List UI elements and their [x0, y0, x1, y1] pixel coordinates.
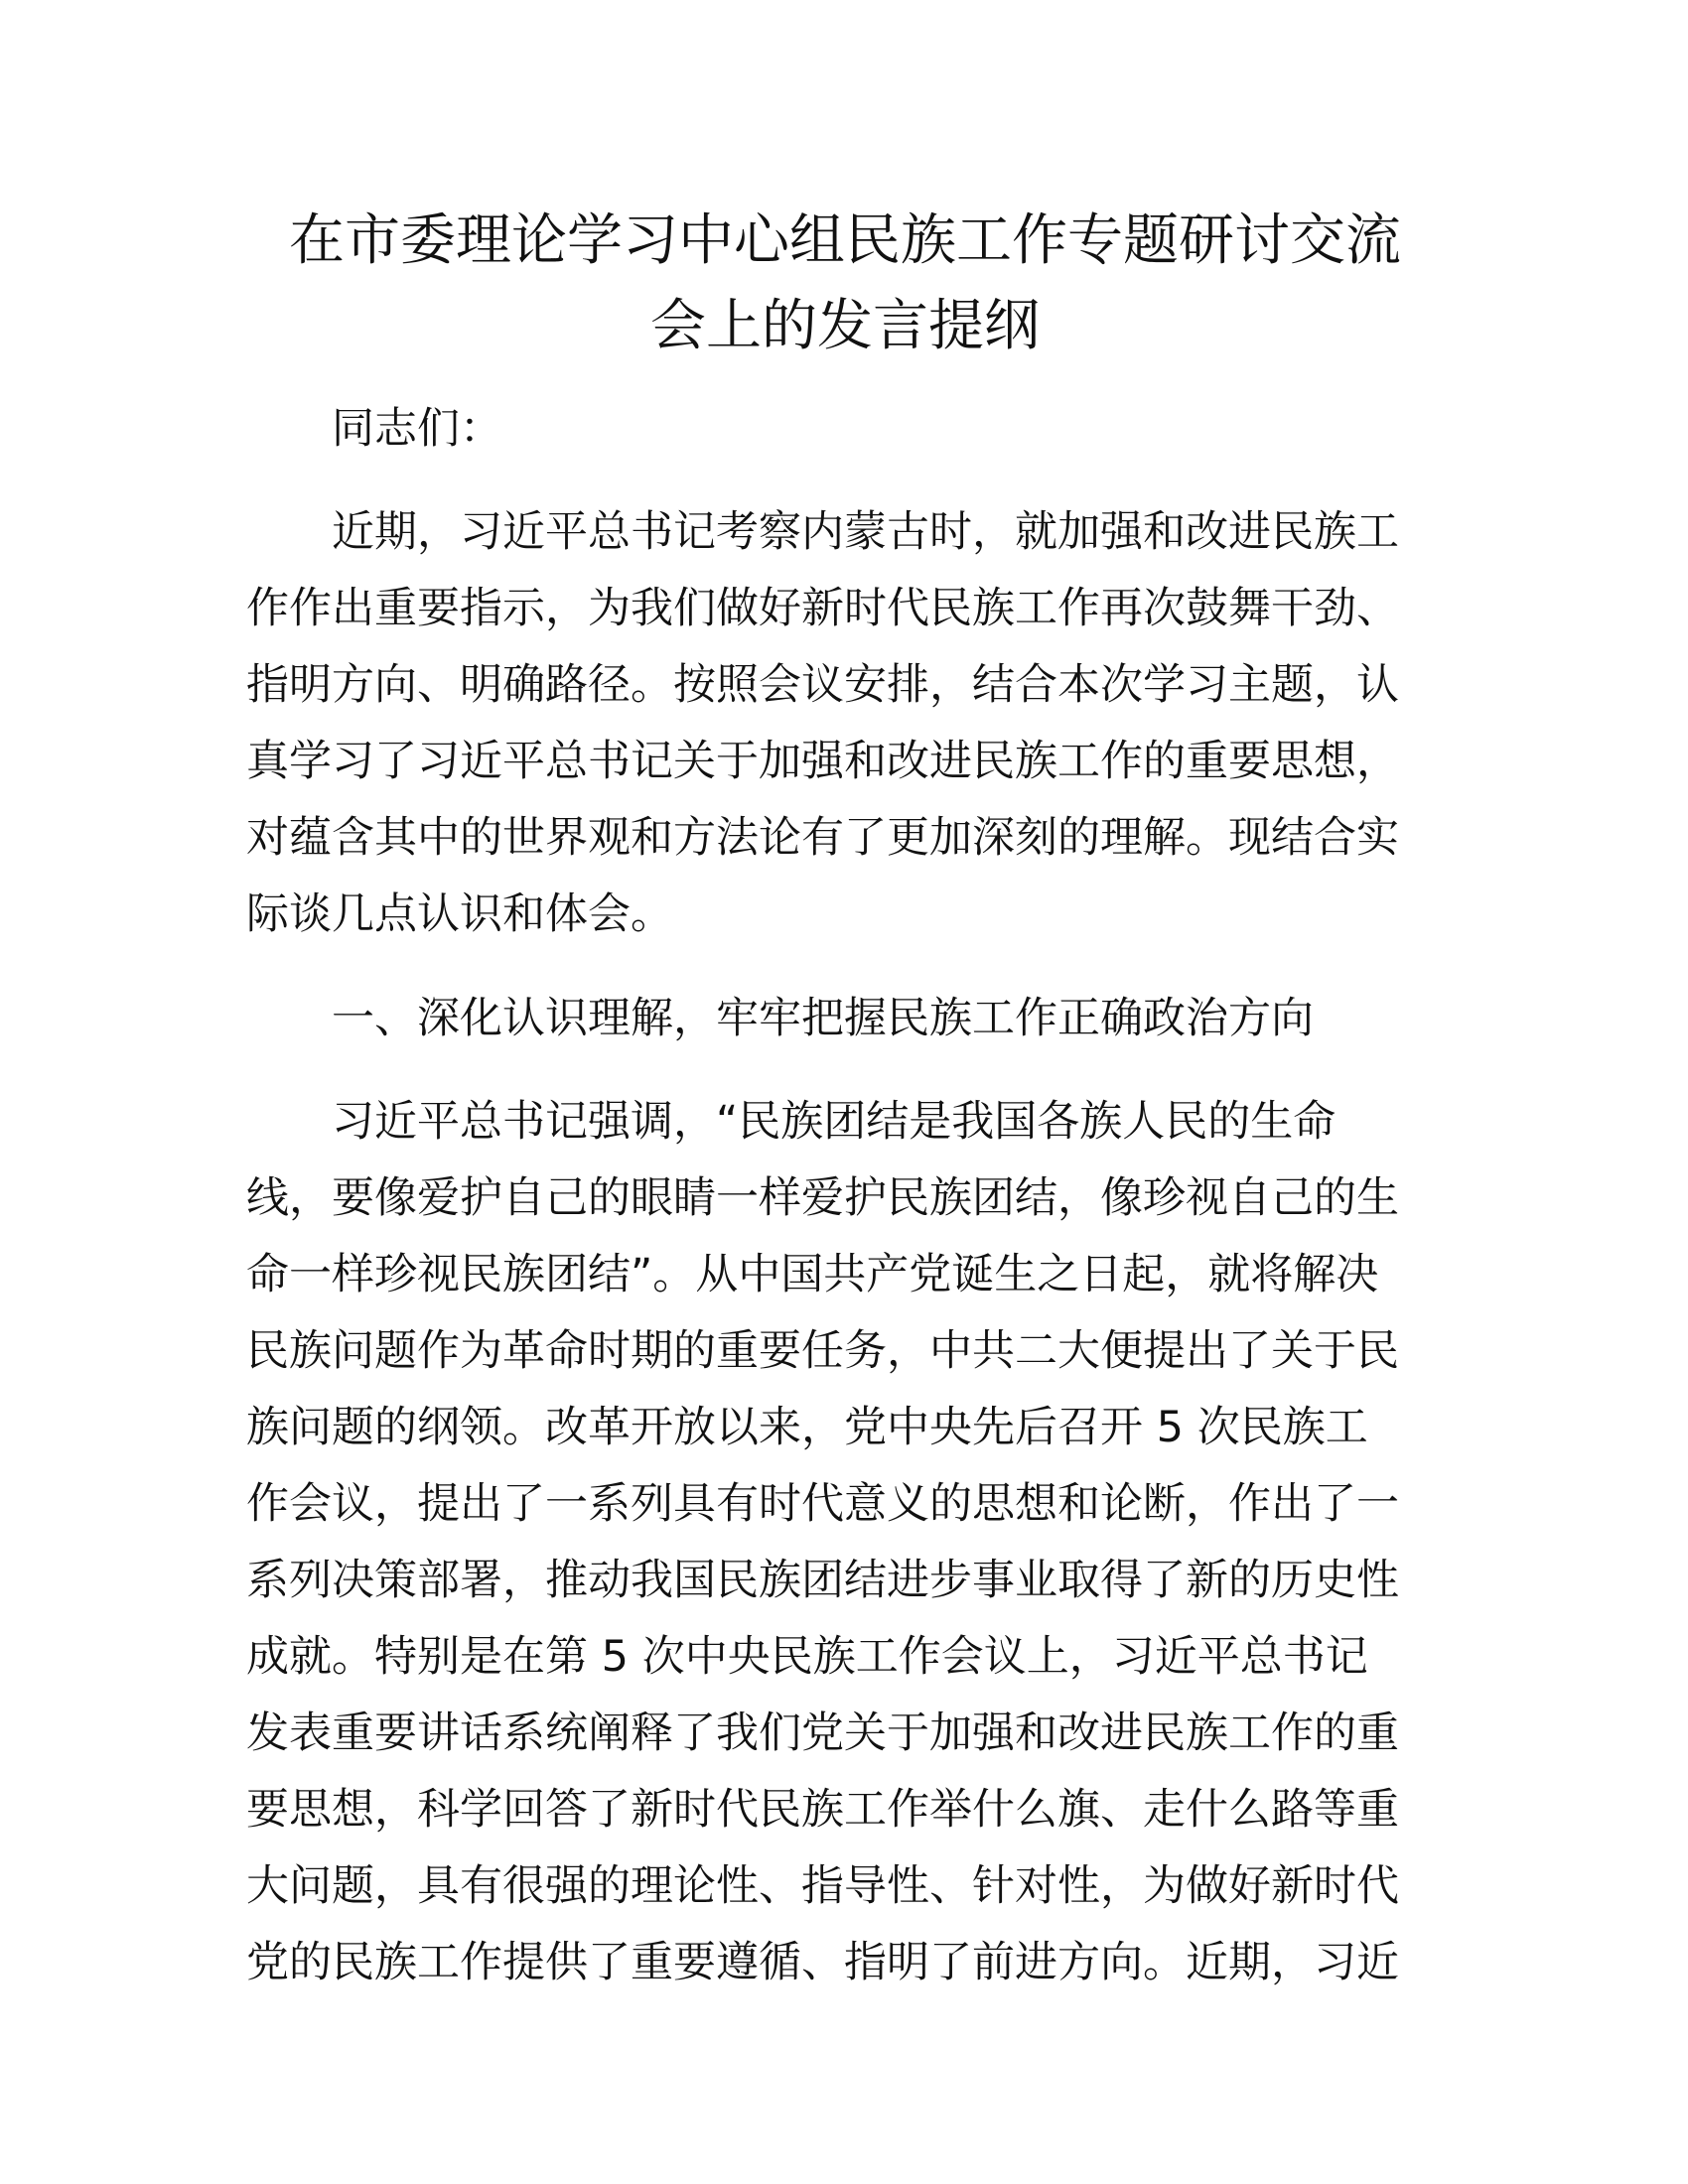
intro-line: 指明方向、明确路径。按照会议安排，结合本次学习主题，认: [246, 660, 1399, 710]
intro-line: 际谈几点认识和体会。: [246, 889, 673, 939]
document-page: [246, 199, 1444, 2001]
section-1-paragraph: [246, 1084, 1444, 2001]
section-1-heading: 一、深化认识理解，牢牢把握民族工作正确政治方向: [332, 994, 1314, 1043]
section-1-line: 习近平总书记强调，“民族团结是我国各族人民的生命: [332, 1097, 1336, 1147]
section-1-line: 系列决策部署，推动我国民族团结进步事业取得了新的历史性: [246, 1556, 1399, 1605]
intro-line: 对蕴含其中的世界观和方法论有了更加深刻的理解。现结合实: [246, 813, 1399, 863]
section-1-line: 发表重要讲话系统阐释了我们党关于加强和改进民族工作的重: [246, 1708, 1399, 1758]
section-1-line: 作会议，提出了一系列具有时代意义的思想和论断，作出了一: [246, 1479, 1399, 1529]
title-line-1: 在市委理论学习中心组民族工作专题研讨交流: [289, 208, 1401, 273]
section-1-line: 线，要像爱护自己的眼睛一样爱护民族团结，像珍视自己的生: [246, 1173, 1399, 1223]
section-1-line: 成就。特别是在第 5 次中央民族工作会议上，习近平总书记: [246, 1632, 1368, 1682]
section-1-line: 要思想，科学回答了新时代民族工作举什么旗、走什么路等重: [246, 1785, 1399, 1835]
intro-line: 真学习了习近平总书记关于加强和改进民族工作的重要思想，: [246, 737, 1399, 786]
salutation: 同志们：: [332, 404, 502, 454]
section-1-line: 党的民族工作提供了重要遵循、指明了前进方向。近期，习近: [246, 1938, 1399, 1987]
document-title: [246, 199, 1444, 369]
intro-paragraph: [246, 494, 1444, 953]
section-1-line: 命一样珍视民族团结”。从中国共产党诞生之日起，就将解决: [246, 1250, 1379, 1299]
section-1-line: 大问题，具有很强的理论性、指导性、针对性，为做好新时代: [246, 1861, 1399, 1911]
intro-line: 作作出重要指示，为我们做好新时代民族工作再次鼓舞干劲、: [246, 584, 1399, 633]
title-line-2: 会上的发言提纲: [650, 294, 1040, 358]
section-1-line: 民族问题作为革命时期的重要任务，中共二大便提出了关于民: [246, 1326, 1399, 1376]
intro-line: 近期，习近平总书记考察内蒙古时，就加强和改进民族工: [332, 507, 1399, 557]
section-1-line: 族问题的纲领。改革开放以来，党中央先后召开 5 次民族工: [246, 1403, 1368, 1452]
